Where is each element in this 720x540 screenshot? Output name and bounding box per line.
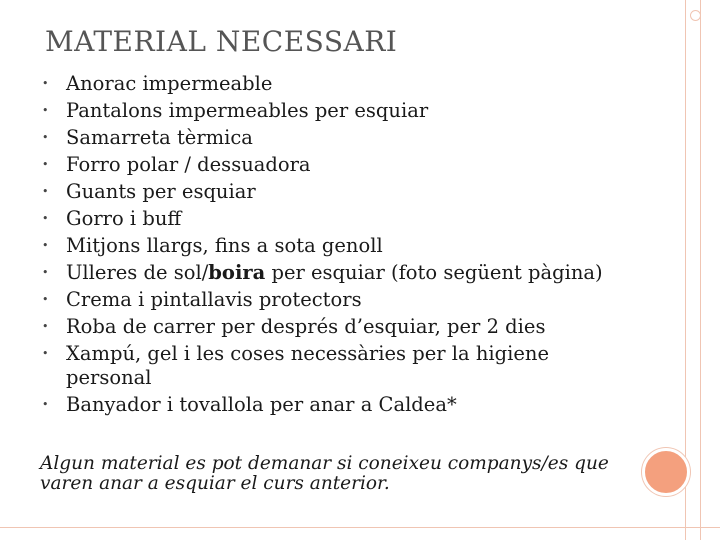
- list-item: [40, 234, 630, 258]
- list-item: [40, 207, 630, 231]
- list-item: [40, 99, 630, 123]
- list-item-text-bold: boira: [208, 261, 266, 284]
- bullet-icon: •: [42, 266, 49, 279]
- bullet-icon: •: [42, 212, 49, 225]
- bullet-icon: •: [42, 320, 49, 333]
- bullet-icon: •: [42, 185, 49, 198]
- decorative-circle-icon: [642, 448, 690, 496]
- list-item: [40, 180, 630, 204]
- bullet-icon: •: [42, 293, 49, 306]
- list-item: [40, 261, 630, 285]
- decorative-horizontal-rule: [0, 527, 720, 528]
- list-item-text: Pantalons impermeables per esquiar: [66, 99, 429, 122]
- list-item: [40, 315, 630, 339]
- bullet-icon: •: [42, 158, 49, 171]
- bullet-icon: •: [42, 77, 49, 90]
- list-item-text: Gorro i buff: [66, 207, 182, 230]
- slide-title: MATERIAL NECESSARI: [45, 25, 398, 58]
- list-item-text: Samarreta tèrmica: [66, 126, 253, 149]
- list-item-text: Forro polar / dessuadora: [66, 153, 311, 176]
- list-item-text: Crema i pintallavis protectors: [66, 288, 362, 311]
- list-item: [40, 393, 630, 417]
- bullet-icon: •: [42, 347, 49, 360]
- list-item-text: Guants per esquiar: [66, 180, 256, 203]
- material-list: [40, 72, 630, 420]
- footnote: Algun material es pot demanar si coneixeu companys/es que varen anar a esquiar el curs anterior.: [40, 453, 609, 494]
- list-item-text: Roba de carrer per després d’esquiar, per 2 dies: [66, 315, 546, 338]
- list-item: [40, 342, 630, 389]
- decorative-vertical-rule: [700, 0, 701, 540]
- list-item: [40, 153, 630, 177]
- bullet-icon: •: [42, 397, 49, 411]
- bullet-icon: •: [42, 131, 49, 144]
- bullet-icon: •: [42, 104, 49, 117]
- bullet-icon: •: [42, 239, 49, 252]
- list-item-text: Xampú, gel i les coses necessàries per la higiene personal: [66, 342, 549, 389]
- list-item: [40, 288, 630, 312]
- list-item: [40, 72, 630, 96]
- list-item-text: Anorac impermeable: [66, 72, 273, 95]
- list-item: [40, 126, 630, 150]
- list-item-text: Banyador i tovallola per anar a Caldea*: [66, 392, 457, 416]
- list-item-text: Mitjons llargs, fins a sota genoll: [66, 234, 383, 257]
- decorative-ring-icon: [690, 10, 701, 21]
- list-item-text-post: per esquiar (foto següent pàgina): [265, 261, 603, 284]
- list-item-text-pre: Ulleres de sol/: [66, 261, 209, 284]
